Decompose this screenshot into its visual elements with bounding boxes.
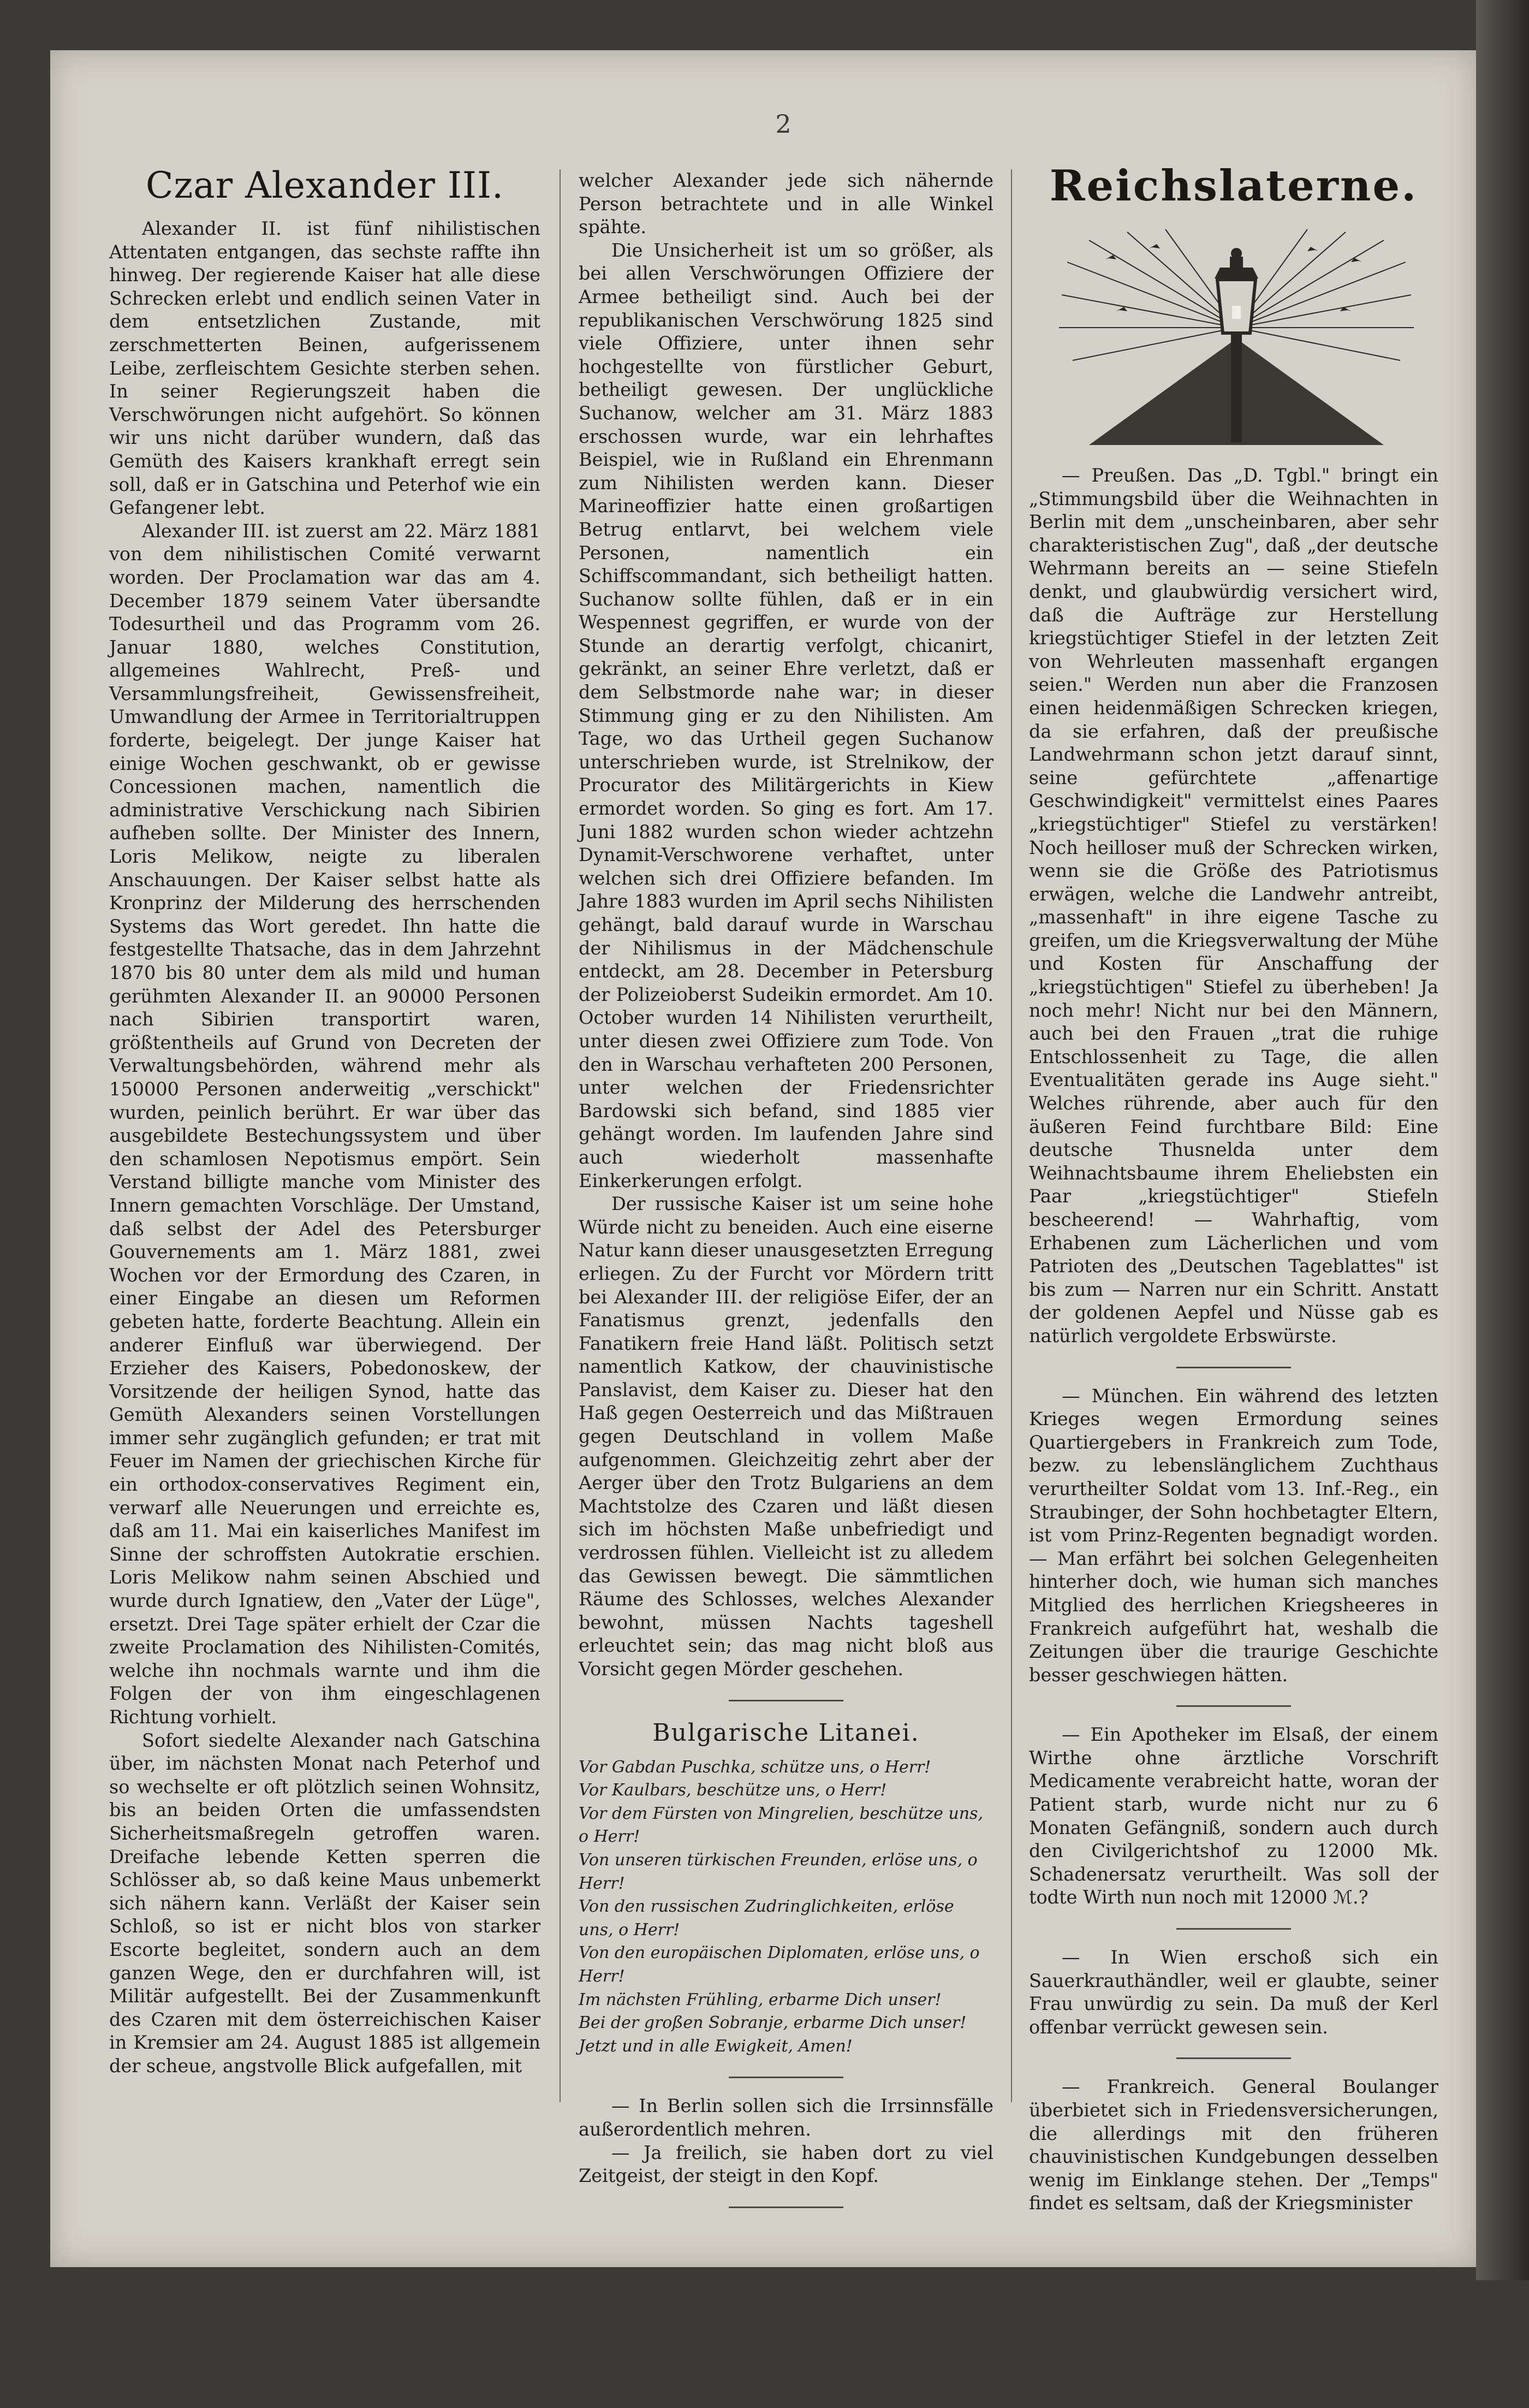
column-rule-2 (1011, 169, 1012, 2102)
article-paragraph: Alexander III. ist zuerst am 22. März 1881 von dem nihilistischen Comité verwarnt worden. Der Proclamation war das am 4. December 1879 seinem Vater übersandte Todesurtheil und das Programm vom 26. Januar 1880, welches Constitution, allgemeines Wahlrecht, Preß- und Versammlungsfreiheit, Gewissensfreiheit, Umwandlung der Armee in Territorialtruppen forderte, beigelegt. Der junge Kaiser hat einige Wochen geschwankt, ob er gewisse Concessionen machen, namentlich die administrative Verschickung nach Sibirien aufheben sollte. Der Minister des Innern, Loris Melikow, neigte zu liberalen Anschauungen. Der Kaiser selbst hatte als Kronprinz der Milderung des herrschenden Systems das Wort geredet. Ihn hatte die festgestellte Thatsache, das in dem Jahrzehnt 1870 bis 80 unter dem als mild und human gerühmten Alexander II. an 90000 Personen nach Sibirien transportirt waren, größtentheils auf Grund von Decreten der Verwaltungsbehörden, während mehr als 150000 Personen anderweitig „verschickt" wurden, peinlich berührt. Er war über das ausgebildete Bestechungssystem und über den schamlosen Nepotismus empört. Sein Verstand billigte manche vom Minister des Innern gemachten Vorschläge. Der Umstand, daß selbst der Adel des Petersburger Gouvernements am 1. März 1881, zwei Wochen vor der Ermordung des Czaren, in einer Eingabe an diesen um Reformen gebeten hatte, forderte Beachtung. Allein ein anderer Einfluß war überwiegend. Der Erzieher des Kaisers, Pobedonoskew, der Vorsitzende der heiligen Synod, hatte das Gemüth Alexanders seinen Vorstellungen immer sehr zugänglich gefunden; er trat mit Feuer im Namen der griechischen Kirche für ein orthodox-conservatives Regiment ein, verwarf alle Neuerungen und erreichte es, daß am 11. Mai ein kaiserliches Manifest im Sinne der schroffsten Autokratie erschien. Loris Melikow nahm seinen Abschied und wurde durch Ignatiew, den „Vater der Lüge", ersetzt. Drei Tage später erhielt der Czar die zweite Proclamation des Nihilisten-Comités, welche ihn nochmals warnte und ihm die Folgen der von ihm eingeschlagenen Richtung vorhielt. (109, 520, 540, 1728)
article-paragraph: — In Wien erschoß sich ein Sauerkrauthändler, weil er glaubte, seiner Frau unwürdig zu sein. Da muß der Kerl offenbar verrückt gewesen sein. (1029, 1947, 1438, 2038)
section-divider (1176, 1705, 1291, 1707)
column-right (1029, 464, 1438, 2408)
article-paragraph: Der russische Kaiser ist um seine hohe Würde nicht zu beneiden. Auch eine eiserne Natur kann dieser unausgesetzten Erregung erliegen. Zu der Furcht vor Mördern tritt bei Alexander III. der religiöse Eifer, der an Fanatismus grenzt, jedenfalls den Fanatikern freie Hand läßt. Politisch setzt namentlich Katkow, der chauvinistische Panslavist, dem Kaiser zu. Dieser hat den Haß gegen Oesterreich und das Mißtrauen gegen Deutschland in vollem Maße aufgenommen. Gleichzeitig zehrt aber der Aerger über den Trotz Bulgariens an dem Machtstolze des Czaren und läßt diesen sich im höchsten Maße unbefriedigt und verdrossen fühlen. Vielleicht ist zu alledem das Gewissen bewegt. Die sämmtlichen Räume des Schlosses, welches Alexander bewohnt, müssen Nachts tageshell erleuchtet sein; das mag nicht bloß aus Vorsicht gegen Mörder geschehen. (579, 1193, 993, 1680)
page-number: 2 (775, 109, 792, 139)
section-divider (1176, 1367, 1291, 1368)
poem-line: Im nächsten Frühling, erbarme Dich unser! (579, 1990, 942, 2009)
article-paragraph: — Preußen. Das „D. Tgbl." bringt ein „Stimmungsbild über die Weihnachten in Berlin mit dem „unscheinbaren, aber sehr charakteristischen Zug", daß „der deutsche Wehrmann bereits an — seine Stiefeln denkt, und glaubwürdig versichert wird, daß die Aufträge zur Herstellung kriegstüchtiger Stiefel in der letzten Zeit von Wehrleuten massenhaft ergangen seien." Werden nun aber die Franzosen einen heidenmäßigen Schrecken kriegen, da sie erfahren, daß der preußische Landwehrmann schon jetzt darauf sinnt, seine gefürchtete „affenartige Geschwindigkeit" vermittelst eines Paares „kriegstüchtiger" Stiefel zu verstärken! Noch heilloser muß der Schrecken wirken, wenn sie die Größe des Patriotismus erwägen, welche die Landwehr antreibt, „massenhaft" in ihre eigene Tasche zu greifen, um die Kriegsverwaltung der Mühe und Kosten für Anschaffung der „kriegstüchtigen" Stiefel zu überheben! Ja noch mehr! Nicht nur bei den Männern, auch bei den Frauen „trat die ruhige Entschlossenheit zu Tage, die allen Eventualitäten gerade ins Auge sieht." Welches rührende, aber auch für den äußeren Feind furchtbare Bild: Eine deutsche Thusnelda unter dem Weihnachtsbaume ihrem Eheliebsten ein Paar „kriegstüchtiger" Stiefeln bescheerend! — Wahrhaftig, vom Erhabenen zum Lächerlichen und vom Patrioten des „Deutschen Tageblattes" ist bis zum — Narren nur ein Schritt. Anstatt der goldenen Aepfel und Nüsse gab es natürlich vergoldete Erbswürste. (1029, 465, 1438, 1347)
note-paragraph: — In Berlin sollen sich die Irrsinnsfälle außerordentlich mehren. (579, 2095, 993, 2140)
section-divider (1176, 2057, 1291, 2059)
article-paragraph: welcher Alexander jede sich nähernde Person betrachtete und in alle Winkel spähte. (579, 170, 993, 238)
article-paragraph: — Frankreich. General Boulanger überbietet sich in Friedensversicherungen, die allerdings mit den früheren chauvinistischen Kundgebungen desselben wenig im Einklange stehen. Der „Temps" findet es seltsam, daß der Kriegsminister (1029, 2076, 1438, 2214)
article-title: Czar Alexander III. (145, 164, 504, 206)
poem-line: Vor Gabdan Puschka, schütze uns, o Herr! (579, 1757, 931, 1777)
article-paragraph: — Ein Apotheker im Elsaß, der einem Wirthe ohne ärztliche Vorschrift Medicamente verabreicht hatte, woran der Patient starb, wurde nicht nur zu 6 Monaten Gefängniß, sondern auch durch den Civilgerichtshof zu 12000 Mk. Schadenersatz verurtheilt. Was soll der todte Wirth nun noch mit 12000 ℳ.? (1029, 1724, 1438, 1908)
poem-line: Bei der großen Sobranje, erbarme Dich unser! (579, 2013, 967, 2033)
section-divider (729, 1700, 843, 1701)
poem-title: Bulgarische Litanei. (652, 1718, 920, 1747)
article-paragraph: Alexander II. ist fünf nihilistischen Attentaten entgangen, das sechste raffte ihn hinweg. Der regierende Kaiser hat alle diese Schrecken erlebt und endlich seinen Vater in dem entsetzlichen Zustande, mit zerschmetterten Beinen, aufgerissenem Leibe, zerfleischtem Gesichte sterben sehen. In seiner Regierungszeit haben die Verschwörungen nicht aufgehört. So können wir uns nicht darüber wundern, daß das Gemüth des Kaisers krankhaft erregt sein soll, daß er in Gatschina und Peterhof wie ein Gefangener lebt. (109, 218, 540, 519)
poem (579, 1756, 993, 2059)
article-paragraph: Sofort siedelte Alexander nach Gatschina über, im nächsten Monat nach Peterhof und so wechselte er oft plötzlich seinen Wohnsitz, bis an beiden Orten die umfassendsten Sicherheitsmaßregeln getroffen waren. Dreifache lebende Ketten sperren die Schlösser ab, so daß keine Maus unbemerkt sich nähern kann. Verläßt der Kaiser sein Schloß, so ist er nicht blos von starker Escorte begleitet, sondern auch an dem ganzen Wege, den er durchfahren will, ist Militär aufgestellt. Bei der Zusammenkunft des Czaren mit dem österreichischen Kaiser in Kremsier am 24. August 1885 ist allgemein der scheue, angstvolle Blick aufgefallen, mit (109, 1729, 540, 2077)
poem-line: Jetzt und in alle Ewigkeit, Amen! (579, 2036, 853, 2056)
lantern-illustration (1056, 229, 1417, 448)
poem-line: Von den russischen Zudringlichkeiten, erlöse uns, o Herr! (579, 1897, 954, 1940)
column-left (109, 164, 540, 2108)
column-rule-1 (560, 169, 561, 2102)
book-spine (1476, 0, 1529, 2280)
note-paragraph: — Ja freilich, sie haben dort zu viel Zeitgeist, der steigt in den Kopf. (579, 2142, 993, 2187)
section-title-reichslaterne: Reichslaterne. (1049, 161, 1418, 211)
section-divider (729, 2077, 843, 2078)
poem-line: Von unseren türkischen Freunden, erlöse uns, o Herr! (579, 1850, 978, 1893)
section-divider (1176, 1928, 1291, 1930)
article-paragraph: Die Unsicherheit ist um so größer, als bei allen Verschwörungen Offiziere der Armee betheiligt sind. Auch bei der republikanischen Verschwörung 1825 sind viele Offiziere, unter ihnen sehr hochgestellte von fürstlicher Geburt, betheiligt gewesen. Der unglückliche Suchanow, welcher am 31. März 1883 erschossen wurde, war ein lehrhaftes Beispiel, wie in Rußland ein Ehrenmann zum Nihilisten werden kann. Dieser Marineoffizier hatte einen großartigen Betrug entlarvt, bei welchem viele Personen, namentlich ein Schiffscommandant, sich betheiligt hatten. Suchanow sollte fühlen, daß er in ein Wespennest gegriffen, er wurde von der Stunde an derartig verfolgt, chicanirt, gekränkt, an seiner Ehre verletzt, daß er dem Selbstmorde nahe war; in dieser Stimmung ging er zu den Nihilisten. Am Tage, wo das Urtheil gegen Suchanow unterschrieben wurde, ist Strelnikow, der Procurator des Militärgerichts in Kiew ermordet worden. So ging es fort. Am 17. Juni 1882 wurden schon wieder achtzehn Dynamit-Verschworene verhaftet, unter welchen sich drei Offiziere befanden. Im Jahre 1883 wurden im April sechs Nihilisten gehängt, bald darauf wurde in Warschau der Nihilismus in der Mädchenschule entdeckt, am 28. December in Petersburg der Polizeioberst Sudeikin ermordet. Am 10. October wurden 14 Nihilisten verurtheilt, unter diesen zwei Offiziere zum Tode. Von den in Warschau verhafteten 200 Personen, unter welchen der Friedensrichter Bardowski sich befand, sind 1885 vier gehängt worden. Im laufenden Jahre sind auch wiederholt massenhafte Einkerkerungen erfolgt. (579, 239, 993, 1191)
section-divider (729, 2207, 843, 2208)
poem-line: Vor Kaulbars, beschütze uns, o Herr! (579, 1781, 887, 1800)
poem-line: Vor dem Fürsten von Mingrelien, beschütze uns, o Herr! (579, 1804, 983, 1847)
article-paragraph: — München. Ein während des letzten Krieges wegen Ermordung seines Quartiergebers in Frankreich zum Tode, bezw. zu lebenslänglichem Zuchthaus verurtheilter Soldat vom 13. Inf.-Reg., ein Straubinger, der Sohn hochbetagter Eltern, ist vom Prinz-Regenten begnadigt worden. — Man erfährt bei solchen Gelegenheiten hinterher doch, wie human sich manches Mitglied des herrlichen Kriegsheeres in Frankreich aufgeführt hat, weshalb die Zeitungen über die traurige Geschichte besser geschwiegen hätten. (1029, 1385, 1438, 1686)
column-middle (579, 169, 993, 2187)
poem-line: Von den europäischen Diplomaten, erlöse uns, o Herr! (579, 1943, 980, 1986)
